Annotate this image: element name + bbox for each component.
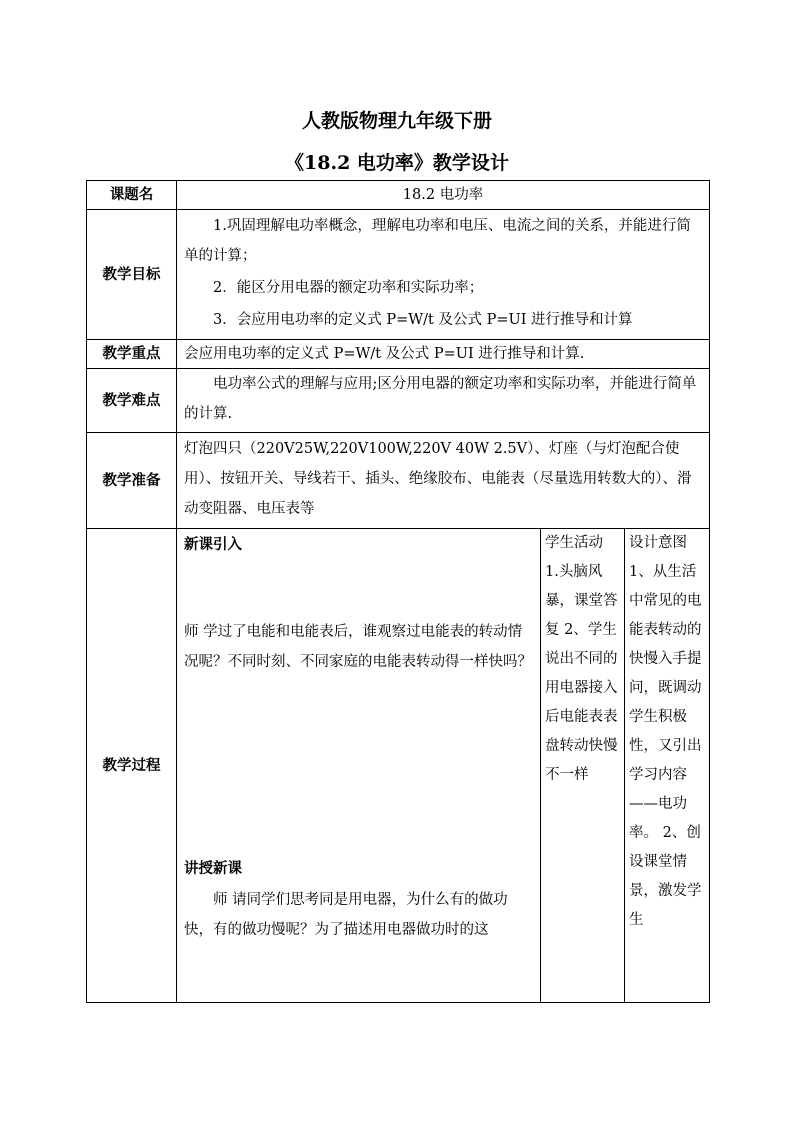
- table-row-key: [87, 340, 710, 369]
- table-row-process: [87, 529, 710, 1003]
- prep-label: 教学准备: [87, 433, 177, 529]
- new-lesson-text: 师 请同学们思考同是用电器，为什么有的做功快，有的做功慢呢？为了描述用电器做功时的这: [184, 892, 508, 938]
- key-value: 会应用电功率的定义式 P=W/t 及公式 P=UI 进行推导和计算.: [177, 340, 710, 369]
- prep-value: 灯泡四只（220V25W,220V100W,220V 40W 2.5V）、灯座（与灯泡配合使用）、按钮开关、导线若干、插头、绝缘胶布、电能表（尽量选用转数大的）、滑动变阻器、电压表等: [177, 433, 710, 529]
- table-row-difficult: [87, 369, 710, 433]
- intro-heading: 新课引入: [184, 537, 242, 553]
- table-row-goals: [87, 210, 710, 340]
- table-row-prep: [87, 433, 710, 529]
- document-title: 人教版物理九年级下册: [301, 110, 492, 132]
- student-activity-cell: 学生活动 1.头脑风暴，课堂答复 2、学生说出不同的用电器接入后电能表表盘转动快慢不一样: [541, 529, 625, 1003]
- design-intent-cell: 设计意图 1、从生活中常见的电能表转动的快慢入手提问，既调动学生积极性，又引出学习内容——电功率。 2、创设课堂情景，激发学生: [625, 529, 710, 1003]
- goals-cell: [177, 210, 710, 340]
- process-label: 教学过程: [87, 529, 177, 1003]
- goals-label: 教学目标: [87, 210, 177, 340]
- difficult-cell: [177, 369, 710, 433]
- goal-item-1: 1.巩固理解电功率概念，理解电功率和电压、电流之间的关系，并能进行简单的计算；: [184, 218, 691, 264]
- goal-item-3: 3．会应用电功率的定义式 P=W/t 及公式 P=UI 进行推导和计算: [213, 312, 633, 328]
- goal-item-2: 2．能区分用电器的额定功率和实际功率；: [213, 280, 484, 296]
- intro-text: 师 学过了电能和电能表后，谁观察过电能表的转动情况呢？不同时刻、不同家庭的电能表转动得一样快吗？: [184, 624, 532, 670]
- topic-value: 18.2 电功率: [177, 181, 710, 210]
- difficult-label: 教学难点: [87, 369, 177, 433]
- table-row-topic: [87, 181, 710, 210]
- new-lesson-heading: 讲授新课: [184, 861, 242, 877]
- document-subtitle: 《18.2 电功率》教学设计: [285, 152, 509, 174]
- topic-label: 课题名: [87, 181, 177, 210]
- difficult-value: 电功率公式的理解与应用;区分用电器的额定功率和实际功率，并能进行简单的计算.: [184, 376, 697, 422]
- process-main-cell: [177, 529, 541, 1003]
- key-label: 教学重点: [87, 340, 177, 369]
- lesson-plan-table: [86, 180, 710, 1003]
